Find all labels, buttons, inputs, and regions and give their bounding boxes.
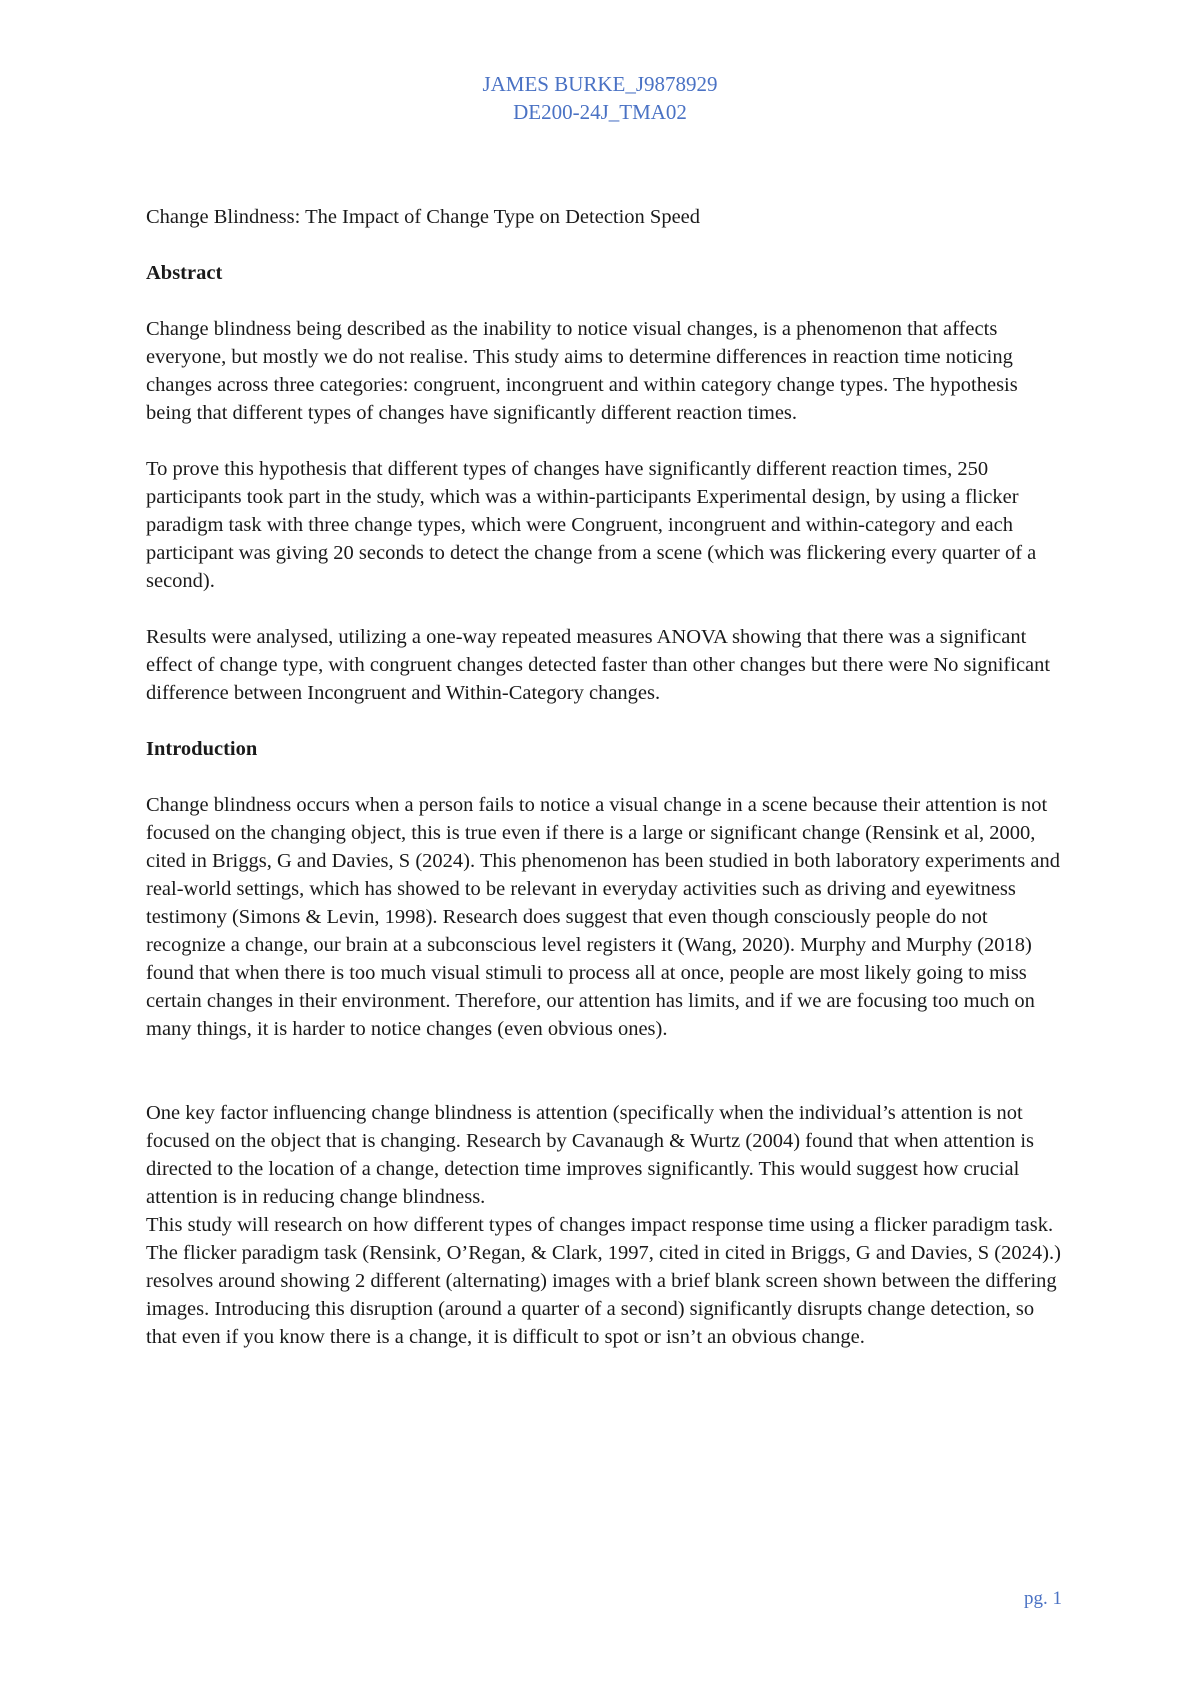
abstract-paragraph: Results were analysed, utilizing a one-way repeated measures ANOVA showing that there was a significant effect of change type, with congruent changes detected faster than other changes but there were No significant difference between Incongruent and Within-Category changes. (146, 626, 1051, 704)
introduction-paragraph: This study will research on how different types of changes impact response time using a flicker paradigm task. The flicker paradigm task (Rensink, O’Regan, & Clark, 1997, cited in cited in Briggs, G and Davies, S (2024).) resolves around showing 2 different (alternating) images with a brief blank screen shown between the differing images. Introducing this disruption (around a quarter of a second) significantly disrupts change detection, so that even if you know there is a change, it is difficult to spot or isn’t an obvious change. (146, 1214, 1061, 1348)
abstract-heading: Abstract (146, 262, 223, 284)
abstract-paragraph: Change blindness being described as the inability to notice visual changes, is a phenomenon that affects everyone, but mostly we do not realise. This study aims to determine differences in reaction time noticing changes across three categories: congruent, incongruent and within category change types. The hypothesis being that different types of changes have significantly different reaction times. (146, 318, 1018, 424)
abstract-paragraph: To prove this hypothesis that different types of changes have significantly different reaction times, 250 participants took part in the study, which was a within-participants Experimental design, by using a flicker paradigm task with three change types, which were Congruent, incongruent and within-category and each participant was giving 20 seconds to detect the change from a scene (which was flickering every quarter of a second). (146, 458, 1037, 592)
page-number: pg. 1 (1024, 1588, 1062, 1609)
document-body (146, 203, 1066, 1351)
introduction-heading: Introduction (146, 738, 258, 760)
header-author-id: JAMES BURKE_J9878929 (482, 72, 718, 96)
header-assignment-code: DE200-24J_TMA02 (513, 100, 687, 124)
document-title: Change Blindness: The Impact of Change Type on Detection Speed (146, 206, 701, 228)
page-header (0, 70, 1200, 126)
introduction-paragraph: One key factor influencing change blindness is attention (specifically when the individual’s attention is not focused on the object that is changing. Research by Cavanaugh & Wurtz (2004) found that when attention is directed to the location of a change, detection time improves significantly. This would suggest how crucial attention is in reducing change blindness. (146, 1102, 1035, 1208)
introduction-paragraph: Change blindness occurs when a person fails to notice a visual change in a scene because their attention is not focused on the changing object, this is true even if there is a large or significant change (Rensink et al, 2000, cited in Briggs, G and Davies, S (2024). This phenomenon has been studied in both laboratory experiments and real-world settings, which has showed to be relevant in everyday activities such as driving and eyewitness testimony (Simons & Levin, 1998). Research does suggest that even though consciously people do not recognize a change, our brain at a subconscious level registers it (Wang, 2020). Murphy and Murphy (2018) found that when there is too much visual stimuli to process all at once, people are most likely going to miss certain changes in their environment. Therefore, our attention has limits, and if we are focusing too much on many things, it is harder to notice changes (even obvious ones). (146, 794, 1060, 1040)
